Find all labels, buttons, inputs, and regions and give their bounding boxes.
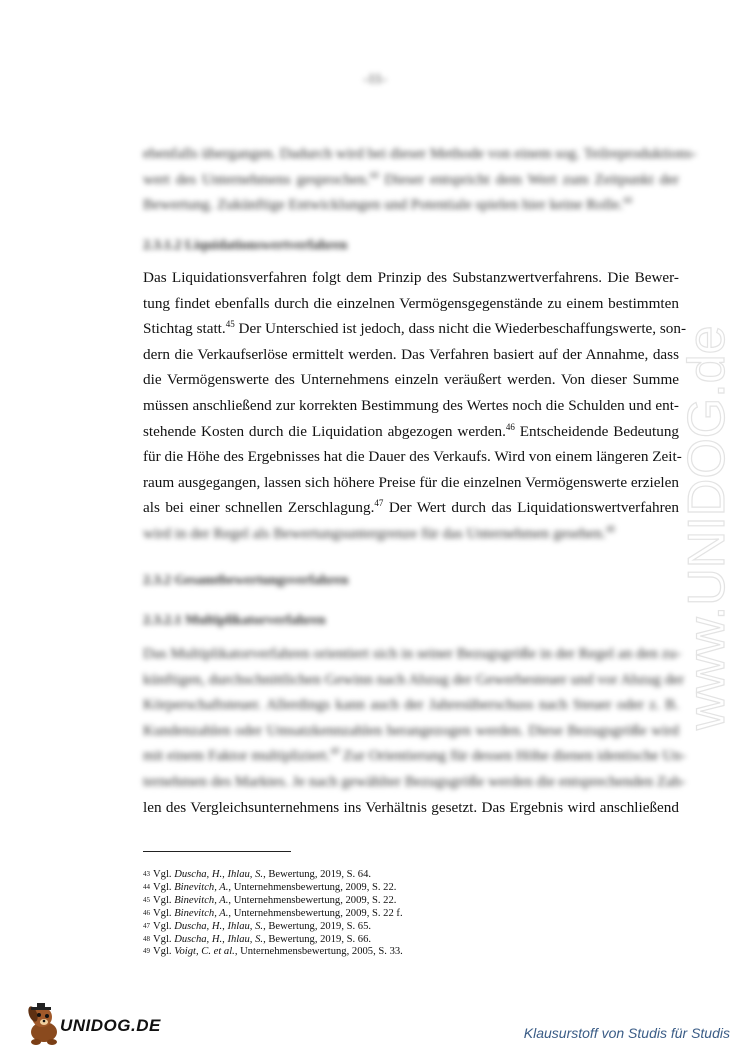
footnote-divider xyxy=(143,851,291,852)
footnote: $^{44}$ Vgl. Binevitch, A., Unternehmensbewertung, 2009, S. 22. xyxy=(143,881,397,893)
text-line: für die Höhe des Ergebnisses hat die Dauer des Verkaufs. Wird von einem längeren Zeit- xyxy=(143,448,682,466)
text-line: als bei einer schnellen Zerschlagung.$^{47}$ Der Wert durch das Liquidationswertverfahren xyxy=(143,498,680,517)
text-line: stehende Kosten durch die Liquidation abgezogen werden.$^{46}$ Entscheidende Bedeutung xyxy=(143,421,680,440)
footnote: $^{49}$ Vgl. Voigt, C. et al., Unternehmensbewertung, 2005, S. 33. xyxy=(143,946,403,958)
footnote: $^{47}$ Vgl. Duscha, H., Ihlau, S., Bewertung, 2019, S. 65. xyxy=(143,920,372,932)
watermark xyxy=(666,260,746,740)
text-line: Stichtag statt.$^{45}$ Der Unterschied ist jedoch, dass nicht die Wiederbeschaffungswerte, son- xyxy=(143,319,687,338)
text-line: wert des Unternehmens gesprochen.$^{44}$ Dieser entspricht dem Wert zum Zeitpunkt der xyxy=(143,169,679,188)
text-line: Das Multiplikatorverfahren orientiert sich in seiner Bezugsgröße in der Regel an den zu- xyxy=(143,645,682,662)
text-line: raum ausgegangen, lassen sich höhere Preise für die einzelnen Vermögenswerte erzielen xyxy=(143,473,679,491)
text-line: tung findet ebenfalls durch die einzelnen Vermögensgegenstände zu einem bestimmten xyxy=(143,294,679,312)
tagline: Klausurstoff von Studis für Studis xyxy=(523,1025,730,1041)
text-line: Bewertung. Zukünftige Entwicklungen und Potentiale spielen hier keine Rolle.$^{44}$ xyxy=(143,195,632,214)
footnote-ref: 45 xyxy=(225,319,235,330)
text-line: len des Vergleichsunternehmens ins Verhältnis gesetzt. Das Ergebnis wird anschließend xyxy=(143,799,679,816)
footnote: $^{48}$ Vgl. Duscha, H., Ihlau, S., Bewertung, 2019, S. 66. xyxy=(143,933,372,945)
text-line: künftigen, durchschnittlichen Gewinn nach Abzug der Gewerbesteuer und vor Abzug der xyxy=(143,670,685,688)
text-line: Kundenzahlen oder Umsatzkennzahlen herangezogen werden. Diese Bezugsgröße wird xyxy=(143,721,679,739)
text-line: mit einem Faktor multipliziert.$^{49}$ Zur Orientierung für dessen Höhe dienen identische Un- xyxy=(143,746,686,765)
section-heading-liquidation: 2.3.1.2 Liquidationswertverfahren xyxy=(143,238,348,253)
text-line: wird in der Regel als Bewertungsuntergrenze für das Unternehmen gesehen.$^{48}$ xyxy=(143,523,615,542)
text-line: ebenfalls übergangen. Dadurch wird bei dieser Methode von einem sog. Teilreproduktions- xyxy=(143,145,697,162)
section-heading-multiplikator: 2.3.2.1 Multiplikatorverfahren xyxy=(143,613,326,628)
logo-text: UNIDOG.DE xyxy=(60,1016,161,1035)
text-line: dern die Verkaufserlöse ermittelt werden. Das Verfahren basiert auf der Annahme, dass xyxy=(143,345,679,363)
svg-text:www.UNIDOG.de: www.UNIDOG.de xyxy=(678,325,736,730)
multiplikator-paragraph xyxy=(143,641,686,795)
text-line: müssen anschließend zur korrekten Bestimmung des Wertes noch die Schulden und ent- xyxy=(143,396,679,414)
page-number: -11- xyxy=(363,72,387,87)
footnote-ref: 46 xyxy=(505,421,515,432)
footnotes xyxy=(143,869,403,959)
footnote: $^{46}$ Vgl. Binevitch, A., Unternehmensbewertung, 2009, S. 22 f. xyxy=(143,907,403,919)
liquidation-paragraph xyxy=(143,265,687,547)
text-line: Körperschaftsteuer. Allerdings kann auch der Jahresüberschuss nach Steuer oder z. B. xyxy=(143,696,679,714)
footnote-ref: 47 xyxy=(374,498,384,509)
intro-paragraph xyxy=(143,141,697,218)
text-line: ternehmen des Marktes. Je nach gewählter Bezugsgröße werden die entsprechenden Zah- xyxy=(143,772,686,790)
footnote: $^{45}$ Vgl. Binevitch, A., Unternehmensbewertung, 2009, S. 22. xyxy=(143,894,397,906)
text-line: Das Liquidationsverfahren folgt dem Prinzip des Substanzwertverfahrens. Die Bewer- xyxy=(143,269,679,286)
footnote: $^{43}$ Vgl. Duscha, H., Ihlau, S., Bewertung, 2019, S. 64. xyxy=(143,869,372,880)
text-line: die Vermögenswerte des Unternehmens einzeln veräußert werden. Von dieser Summe xyxy=(143,371,679,389)
multiplikator-last-line xyxy=(143,795,679,821)
section-heading-gesamt: 2.3.2 Gesamtbewertungsverfahren xyxy=(143,573,349,588)
